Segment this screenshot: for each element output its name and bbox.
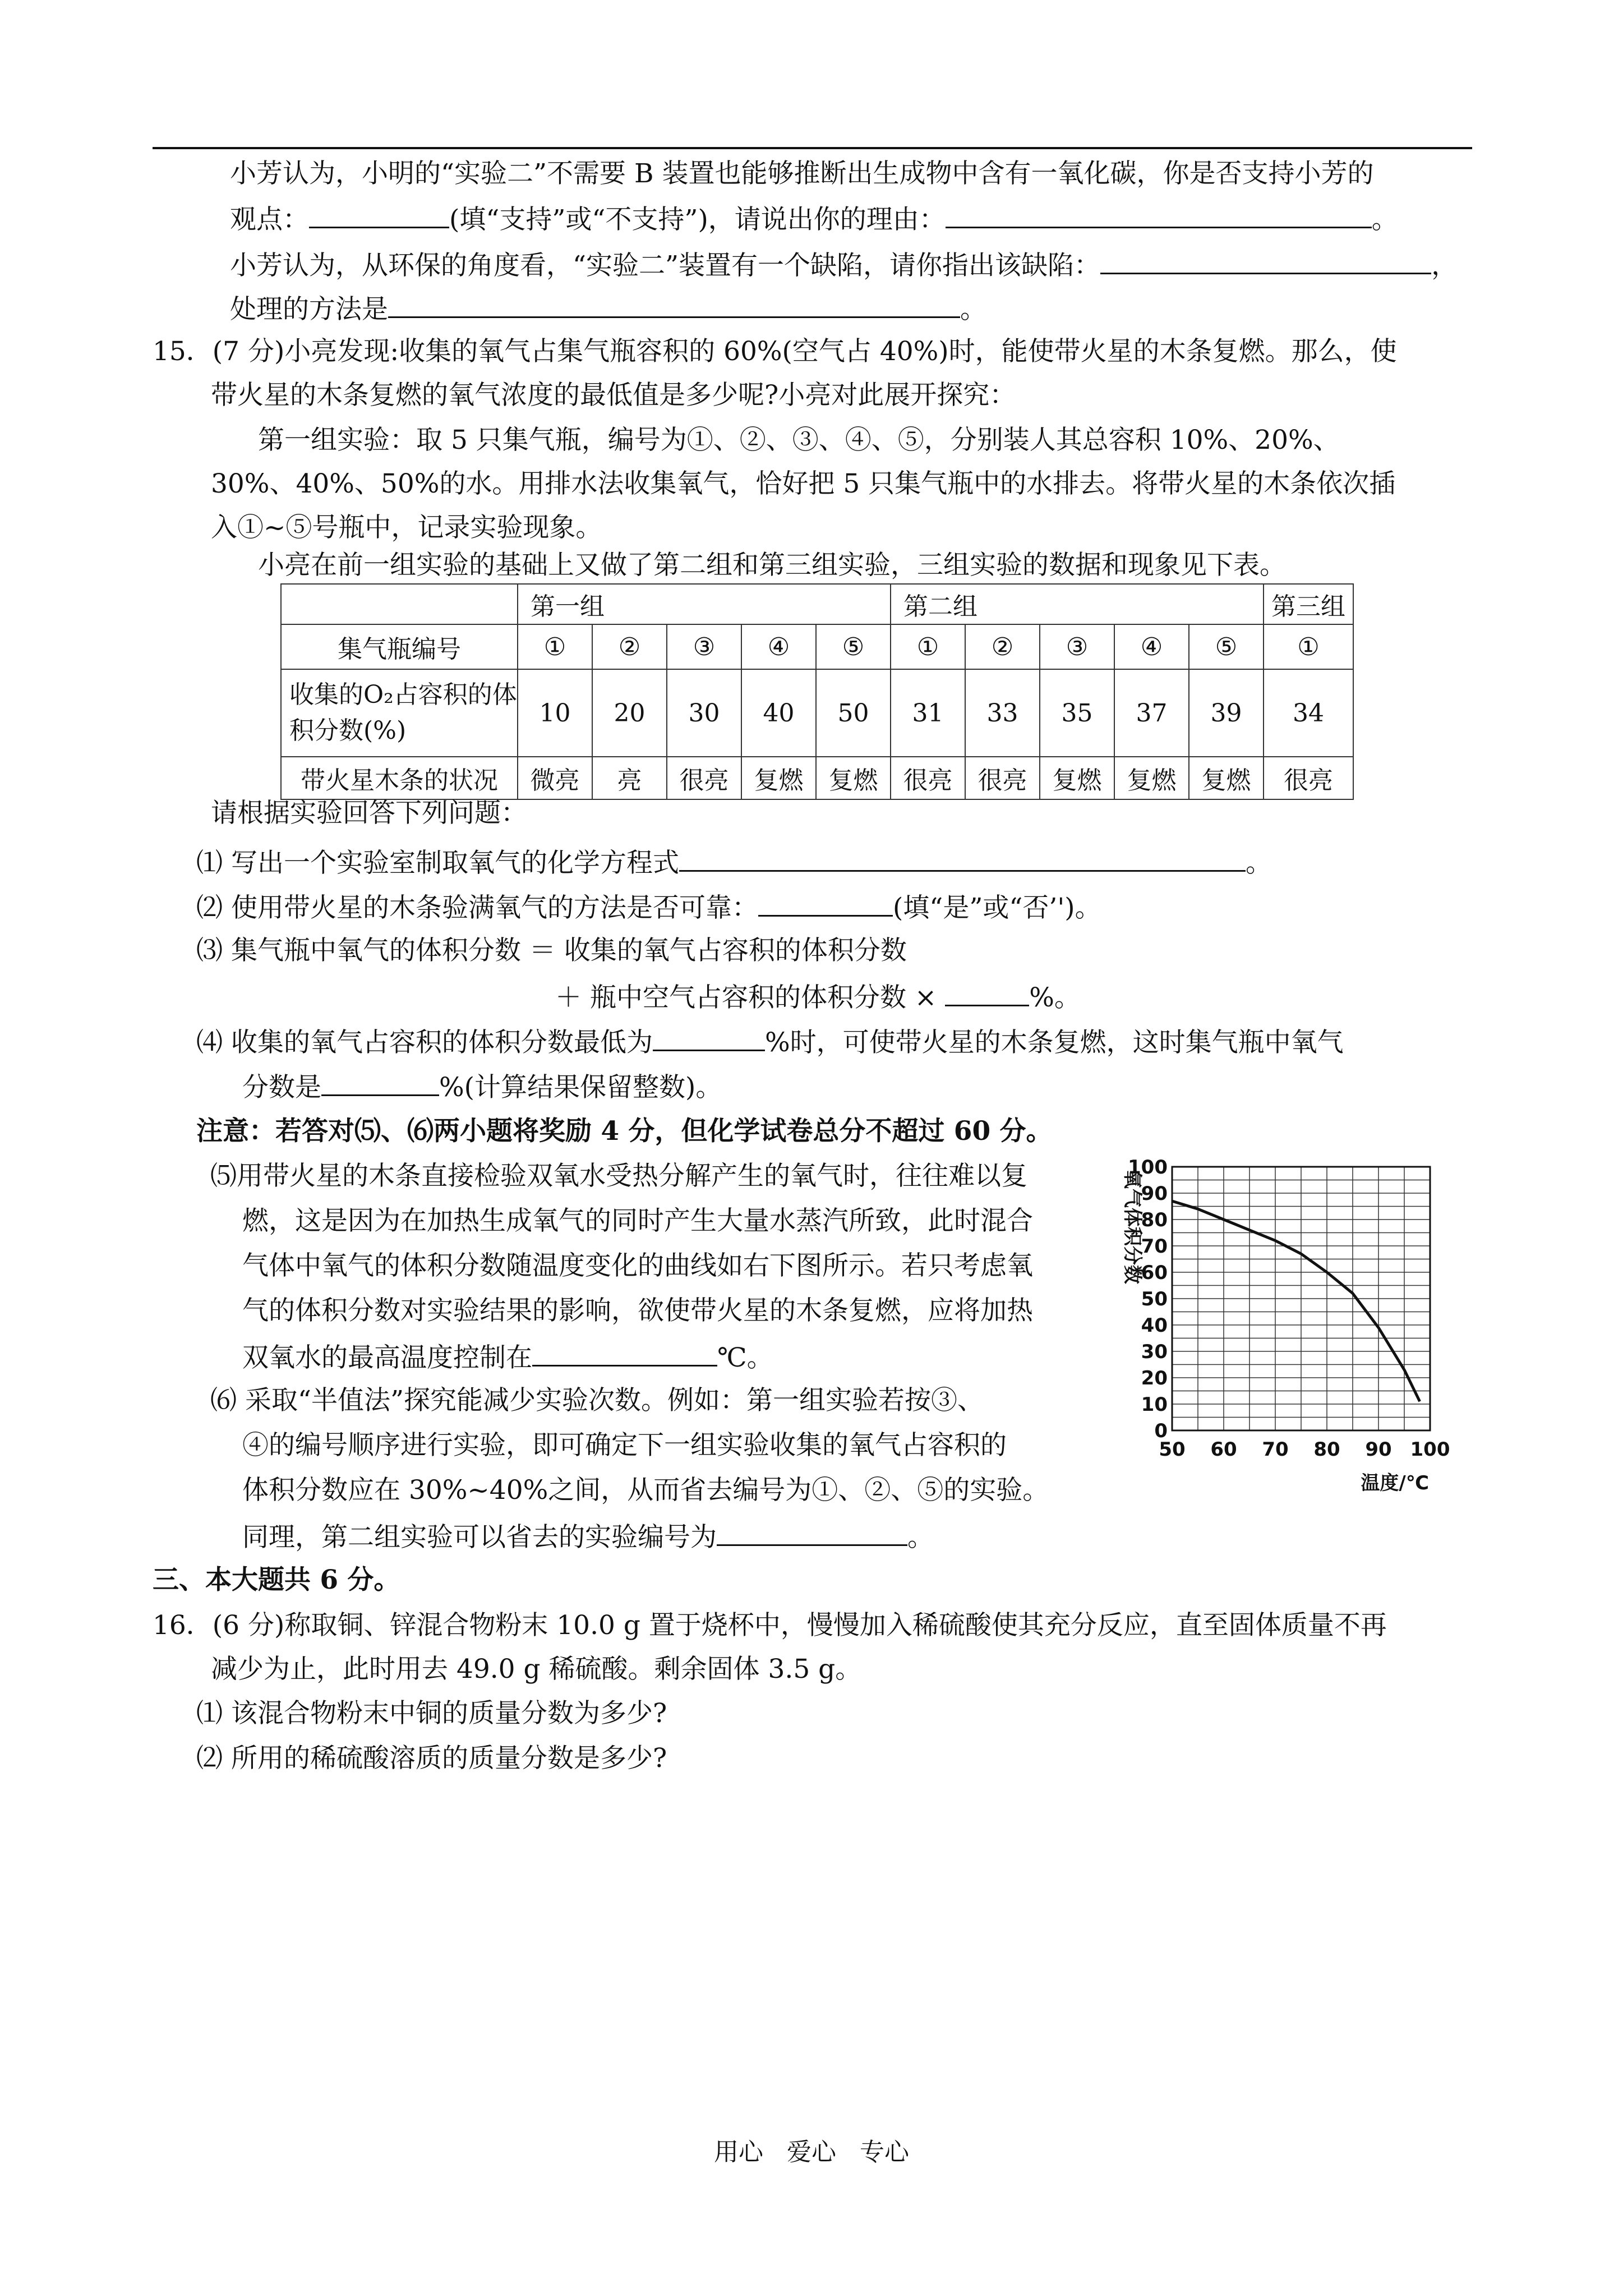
q16-sub-2: ⑵ 所用的稀硫酸溶质的质量分数是多少? — [196, 1743, 667, 1774]
group-1-header: 第一组 — [518, 584, 891, 624]
chart-x-ticks — [1159, 1438, 1450, 1461]
table-cell: 复燃 — [1114, 757, 1189, 799]
q15-sub-6-l3: 体积分数应在 30%~40%之间，从而省去编号为①、②、⑤的实验。 — [242, 1475, 1049, 1506]
q15-sub-2: ⑵ 使用带火星的木条验满氧气的方法是否可靠： (填“是”或“否’')。 — [196, 889, 1101, 925]
q15-sub-5-l5: 双氧水的最高温度控制在 ℃。 — [242, 1339, 773, 1375]
table-cell: ① — [1264, 624, 1353, 669]
chart-grid — [1172, 1167, 1430, 1430]
q16-line-1: 16．(6 分)称取铜、锌混合物粉末 10.0 g 置于烧杯中，慢慢加入稀硫酸使其充分反应，直至固体质量不再 — [153, 1610, 1387, 1641]
header-rule — [153, 147, 1472, 149]
table-corner-cell — [281, 584, 518, 624]
answer-blank-fraction[interactable] — [321, 1069, 439, 1096]
y-tick-label: 90 — [1141, 1182, 1168, 1205]
table-group-row — [281, 584, 1353, 624]
answer-blank-lowest[interactable] — [653, 1024, 765, 1051]
table-cell: ④ — [1114, 624, 1189, 669]
table-cell: 亮 — [592, 757, 667, 799]
section-3-heading: 三、本大题共 6 分。 — [153, 1565, 400, 1595]
chart-series — [1172, 1201, 1420, 1401]
group-3-header: 第三组 — [1264, 584, 1353, 624]
y-tick-label: 80 — [1141, 1209, 1168, 1231]
series-line — [1172, 1201, 1420, 1401]
answer-blank-skip[interactable] — [717, 1519, 907, 1546]
q15-sub-6-l1: ⑹ 采取“半值法”探究能减少实验次数。例如：第一组实验若按③、 — [210, 1385, 984, 1416]
y-tick-label: 50 — [1141, 1288, 1168, 1310]
row-label-fraction: 收集的O₂占容积的体 积分数(%) — [281, 669, 518, 757]
q15-intro-1: 15．(7 分)小亮发现:收集的氧气占集气瓶容积的 60%(空气占 40%)时，能使带火星的木条复燃。那么，使 — [153, 336, 1397, 367]
table-cell: ② — [965, 624, 1040, 669]
table-cell: ⑤ — [1189, 624, 1264, 669]
table-cell: 20 — [592, 669, 667, 757]
table-cell: 40 — [741, 669, 816, 757]
q15-sub-1: ⑴ 写出一个实验室制取氧气的化学方程式 。 — [196, 844, 1272, 880]
x-tick-label: 60 — [1210, 1438, 1237, 1461]
q15-sub-6-l2: ④的编号顺序进行实验，即可确定下一组实验收集的氧气占容积的 — [242, 1430, 1007, 1461]
chart-y-axis-label: 氧气体积分数 — [1121, 1170, 1144, 1284]
table-cell: ④ — [741, 624, 816, 669]
q15-ask: 请根据实验回答下列问题： — [211, 798, 527, 829]
y-tick-label: 70 — [1141, 1235, 1168, 1258]
oxygen-temperature-chart — [1110, 1150, 1481, 1509]
answer-blank-support[interactable] — [309, 201, 449, 228]
table-row — [281, 757, 1353, 799]
answer-blank-percent[interactable] — [945, 979, 1029, 1006]
y-tick-label: 10 — [1141, 1393, 1168, 1416]
table-cell: 复燃 — [741, 757, 816, 799]
table-cell: ⑤ — [816, 624, 891, 669]
x-tick-label: 90 — [1365, 1438, 1392, 1461]
table-cell: 50 — [816, 669, 891, 757]
answer-blank-defect[interactable] — [1100, 247, 1431, 274]
y-tick-label: 60 — [1141, 1262, 1168, 1284]
y-tick-label: 40 — [1141, 1314, 1168, 1337]
table-cell: 10 — [518, 669, 592, 757]
table-cell: 复燃 — [1040, 757, 1114, 799]
q14-line-3: 小芳认为，从环保的角度看，“实验二”装置有一个缺陷，请你指出该缺陷： ， — [230, 247, 1458, 283]
y-tick-label: 20 — [1141, 1367, 1168, 1389]
y-tick-label: 100 — [1128, 1156, 1168, 1179]
q15-sub-5-l1: ⑸用带火星的木条直接检验双氧水受热分解产生的氧气时，往往难以复 — [210, 1161, 1027, 1191]
answer-blank-equation[interactable] — [679, 844, 1246, 872]
chart-x-axis-label: 温度/℃ — [1361, 1472, 1429, 1494]
q14-line-1: 小芳认为，小明的“实验二”不需要 B 装置也能够推断出生成物中含有一氧化碳，你是否支持小芳的 — [230, 158, 1374, 189]
table-cell: 30 — [667, 669, 741, 757]
q14-line-2: 观点： (填“支持”或“不支持”)，请说出你的理由： 。 — [230, 201, 1398, 237]
group-2-header: 第二组 — [891, 584, 1264, 624]
answer-blank-reason[interactable] — [946, 201, 1372, 228]
bonus-note: 注意：若答对⑸、⑹两小题将奖励 4 分，但化学试卷总分不超过 60 分。 — [196, 1116, 1053, 1147]
table-cell: 很亮 — [667, 757, 741, 799]
q15-sub-5-l3: 气体中氧气的体积分数随温度变化的曲线如右下图所示。若只考虑氧 — [242, 1250, 1033, 1281]
q15-exp-1: 第一组实验：取 5 只集气瓶，编号为①、②、③、④、⑤，分别装人其总容积 10%、20%、 — [258, 425, 1340, 455]
experiment-table — [280, 583, 1354, 800]
x-tick-label: 70 — [1262, 1438, 1289, 1461]
y-tick-label: 0 — [1154, 1420, 1168, 1442]
table-cell: ① — [518, 624, 592, 669]
answer-blank-reliable[interactable] — [758, 889, 893, 917]
q15-sub-5-l2: 燃，这是因为在加热生成氧气的同时产生大量水蒸汽所致，此时混合 — [242, 1205, 1033, 1236]
q16-line-2: 减少为止，此时用去 49.0 g 稀硫酸。剩余固体 3.5 g。 — [211, 1654, 862, 1685]
table-cell: 复燃 — [1189, 757, 1264, 799]
table-cell: 很亮 — [891, 757, 965, 799]
q15-sub-4-cont: 分数是 %(计算结果保留整数)。 — [242, 1069, 722, 1105]
y-tick-label: 30 — [1141, 1341, 1168, 1363]
table-cell: 37 — [1114, 669, 1189, 757]
table-cell: ③ — [1040, 624, 1114, 669]
row-label-state: 带火星木条的状况 — [281, 757, 518, 799]
q15-sub-4: ⑷ 收集的氧气占容积的体积分数最低为 %时，可使带火星的木条复燃，这时集气瓶中氧气 — [196, 1024, 1344, 1060]
table-cell: ① — [891, 624, 965, 669]
table-cell: 34 — [1264, 669, 1353, 757]
x-tick-label: 100 — [1410, 1438, 1450, 1461]
q15-exp-3: 入①~⑤号瓶中，记录实验现象。 — [211, 512, 602, 543]
x-tick-label: 80 — [1313, 1438, 1340, 1461]
q15-exp-4: 小亮在前一组实验的基础上又做了第二组和第三组实验，三组实验的数据和现象见下表。 — [258, 550, 1286, 581]
q15-intro-2: 带火星的木条复燃的氧气浓度的最低值是多少呢?小亮对此展开探究： — [211, 380, 1016, 411]
table-cell: 31 — [891, 669, 965, 757]
table-cell: 很亮 — [1264, 757, 1353, 799]
table-cell: ② — [592, 624, 667, 669]
table-cell: 39 — [1189, 669, 1264, 757]
table-row — [281, 624, 1353, 669]
answer-blank-method[interactable] — [388, 291, 960, 318]
q15-exp-2: 30%、40%、50%的水。用排水法收集氧气，恰好把 5 只集气瓶中的水排去。将带火星的木条依次插 — [211, 468, 1396, 499]
q15-sub-3a: ⑶ 集气瓶中氧气的体积分数 ＝ 收集的氧气占容积的体积分数 — [196, 935, 907, 966]
table-cell: ③ — [667, 624, 741, 669]
table-cell: 很亮 — [965, 757, 1040, 799]
q16-sub-1: ⑴ 该混合物粉末中铜的质量分数为多少? — [196, 1698, 667, 1729]
q15-sub-5-l4: 气的体积分数对实验结果的影响，欲使带火星的木条复燃，应将加热 — [242, 1295, 1033, 1326]
q14-line-4: 处理的方法是 。 — [230, 291, 986, 326]
q15-sub-3b: ＋ 瓶中空气占容积的体积分数 × %。 — [555, 979, 1081, 1015]
x-tick-label: 50 — [1159, 1438, 1186, 1461]
table-row — [281, 669, 1353, 757]
table-cell: 35 — [1040, 669, 1114, 757]
answer-blank-temperature[interactable] — [532, 1339, 717, 1366]
table-cell: 33 — [965, 669, 1040, 757]
q15-sub-6-l4: 同理，第二组实验可以省去的实验编号为 。 — [242, 1519, 934, 1554]
row-label-bottle: 集气瓶编号 — [281, 624, 518, 669]
page-footer: 用心 爱心 专心 — [714, 2138, 909, 2166]
table-cell: 复燃 — [816, 757, 891, 799]
table-cell: 微亮 — [518, 757, 592, 799]
